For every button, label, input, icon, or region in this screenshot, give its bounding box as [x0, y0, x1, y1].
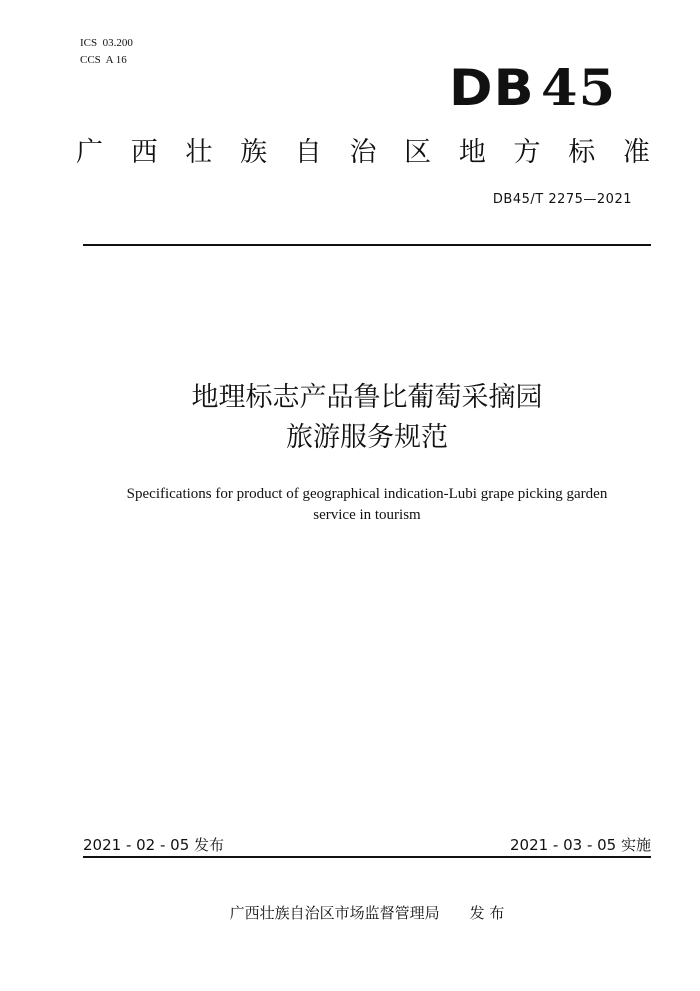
org-title-char: 西: [130, 137, 158, 168]
org-standard-title: [76, 133, 650, 173]
classification-codes: [80, 35, 133, 69]
chinese-title-line2: 旅游服务规范: [286, 422, 448, 453]
org-title-char: 治: [349, 137, 377, 168]
issue-date: 2021 - 02 - 05 发布: [83, 836, 225, 854]
db45-logo: [449, 56, 616, 120]
org-title-char: 地: [458, 137, 486, 168]
org-title-char: 准: [622, 137, 650, 168]
org-title-char: 区: [404, 137, 432, 168]
logo-prefix: DB: [448, 59, 535, 117]
org-title-char: 自: [294, 137, 322, 168]
publisher-name: 广西壮族自治区市场监督管理局: [229, 904, 440, 922]
standard-number: DB45/T 2275—2021: [492, 192, 632, 207]
english-title: [0, 484, 700, 526]
publisher-line: [0, 902, 700, 924]
ccs-code: CCS A 16: [80, 54, 127, 66]
top-divider: [83, 244, 651, 246]
bottom-divider: [83, 856, 651, 858]
org-title-char: 标: [568, 137, 596, 168]
english-title-line1: Specifications for product of geographical indication-Lubi grape picking garden: [126, 486, 608, 502]
org-title-char: 方: [513, 137, 541, 168]
org-title-char: 族: [240, 137, 268, 168]
english-title-line2: service in tourism: [313, 507, 421, 523]
org-title-char: 广: [76, 137, 103, 168]
logo-number: 45: [540, 58, 616, 117]
chinese-title: [0, 378, 700, 458]
publish-label: 发 布: [469, 904, 505, 922]
org-title-char: 壮: [185, 137, 213, 168]
chinese-title-line1: 地理标志产品鲁比葡萄采摘园: [191, 382, 543, 413]
ics-code: ICS 03.200: [80, 37, 133, 49]
implement-date: 2021 - 03 - 05 实施: [509, 836, 651, 854]
